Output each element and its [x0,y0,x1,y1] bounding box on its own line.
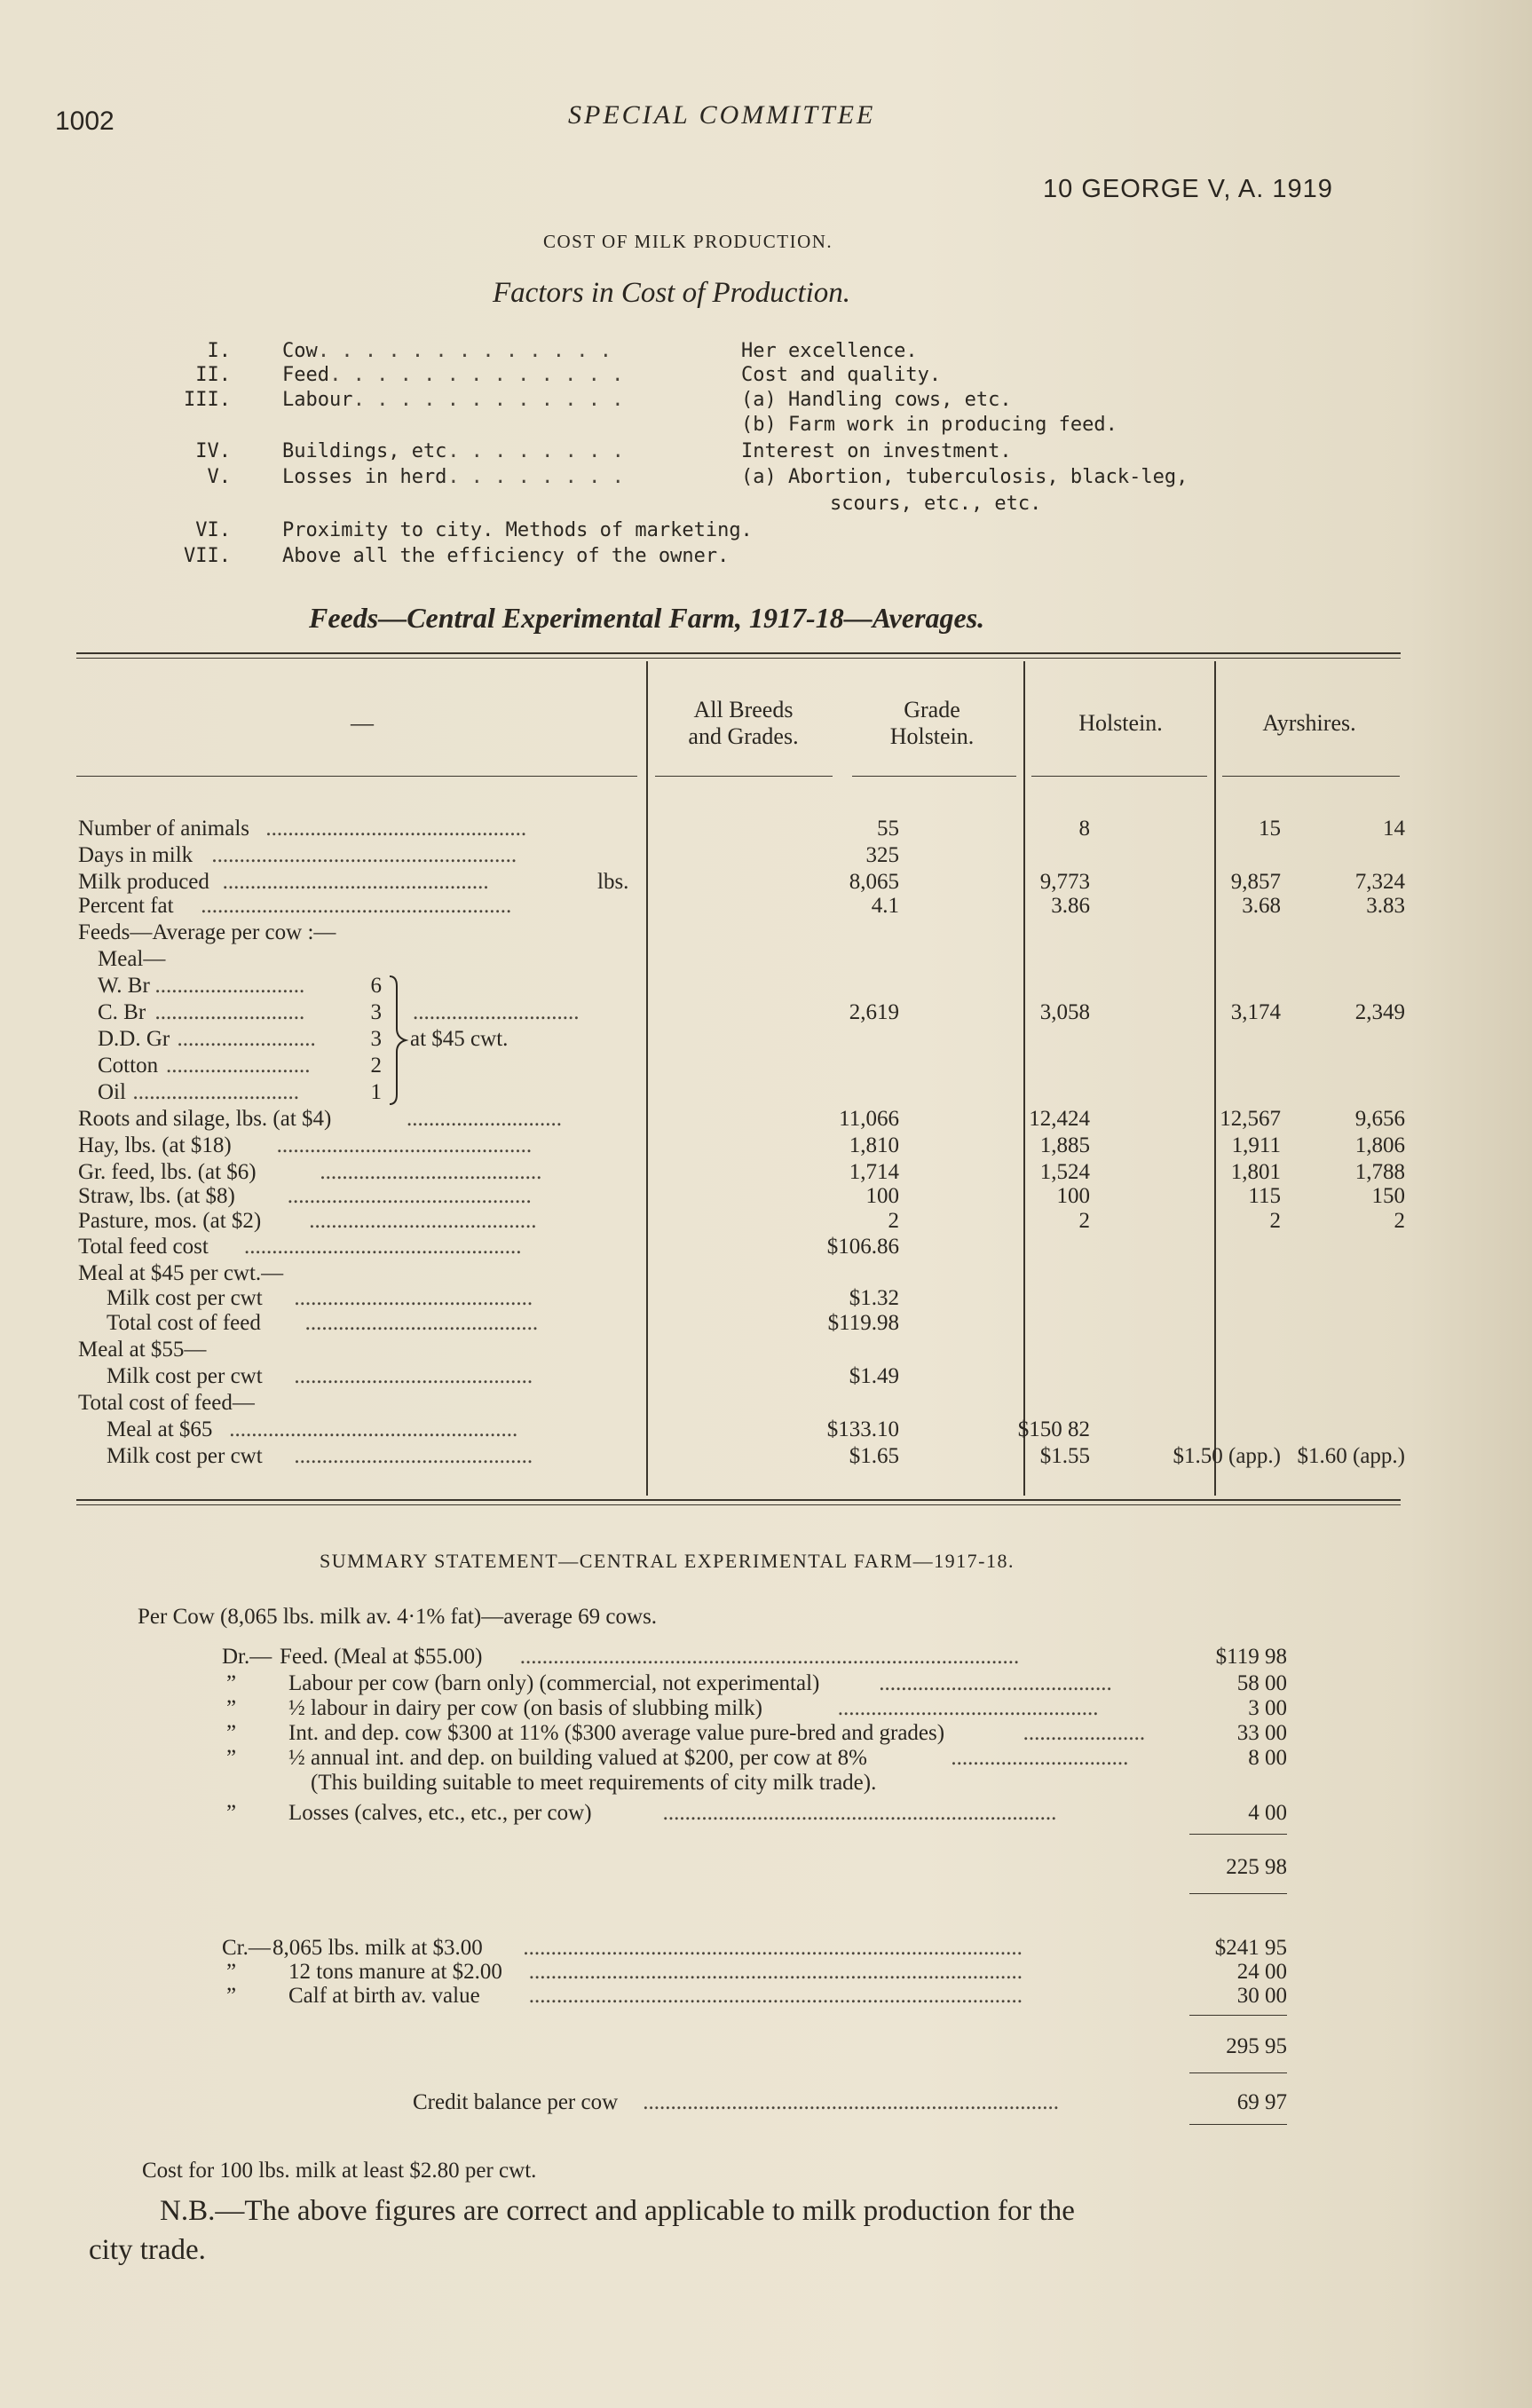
summary-leader: ............................................... [837,1696,1099,1720]
table-row [78,1417,1401,1444]
session-label: 10 GEORGE V, A. 1919 [1043,175,1333,203]
row-label: Milk produced [78,870,209,894]
factor-leader: . . . . . . . . . . . . . [317,340,612,362]
factor-number: II. [195,364,231,386]
row-leader: ............................................... [265,817,527,841]
header-rule-b [655,776,833,777]
table-row [78,843,1401,870]
table-row [78,1133,1405,1160]
factor-name: Cow [282,340,318,362]
credit-rule [1189,2015,1287,2016]
table-cell: 2 [1394,1209,1405,1233]
table-cell: 1,911 [1231,1133,1281,1157]
factor-name: Feed [282,364,329,386]
summary-amount: 3 00 [1248,1696,1287,1720]
factor-leader: . . . . . . . . [447,440,624,462]
table-cell: 100 [865,1184,899,1208]
row-leader: ................................................ [222,870,489,894]
factor-name: Losses in herd [282,466,447,488]
row-label: Total cost of feed [107,1311,261,1335]
col-header-grade-holstein [839,697,1025,750]
factor-description: Cost and quality. [741,364,942,386]
summary-label: 12 tons manure at $2.00 [288,1960,502,1984]
table-row [78,1160,1405,1187]
summary-prefix: ” [226,1671,237,1695]
balance-rule [1189,2124,1287,2125]
table-cell: 1,885 [1039,1133,1090,1157]
table-cell: 1,714 [849,1160,899,1184]
section-title: COST OF MILK PRODUCTION. [543,231,833,252]
summary-amount: 30 00 [1236,1984,1287,2008]
meal-values-row [78,1000,1405,1027]
row-leader: ........................................................ [201,894,512,918]
table-row [78,1311,1401,1338]
summary-prefix: ” [226,1984,237,2008]
row-label: Straw, lbs. (at $8) [78,1184,235,1208]
nb-note-line1: N.B.—The above figures are correct and applicable to milk production for the [160,2195,1075,2227]
summary-leader: ................................ [951,1746,1129,1770]
table-row [78,1391,1401,1417]
table-cell: 9,773 [1039,870,1090,894]
table-cell: 2,619 [849,1000,899,1024]
debit-total: 225 98 [1226,1855,1287,1879]
table-cell: 3.68 [1242,894,1281,918]
cost-note: Cost for 100 lbs. milk at least $2.80 per cwt. [142,2159,537,2183]
row-leader: ........................................... [294,1364,533,1388]
row-leader: ........................................ [320,1160,542,1184]
row-label: Milk cost per cwt [107,1364,263,1388]
summary-amount: 33 00 [1236,1721,1287,1745]
table-cell: $1.50 (app.) [1173,1444,1281,1468]
table-cell: 12,424 [1029,1107,1090,1131]
table-cell: 9,857 [1230,870,1281,894]
summary-leader: ......................................................................................... [528,1960,1023,1984]
summary-label: Losses (calves, etc., etc., per cow) [288,1801,592,1825]
row-leader: .................................................... [229,1417,518,1441]
summary-leader: ...................... [1023,1721,1146,1745]
table-cell: 150 [1371,1184,1405,1208]
row-leader: ............................................ [287,1184,532,1208]
table-bottom-rule-2 [76,1504,1401,1505]
table-row [78,894,1405,920]
row-label: Milk cost per cwt [107,1444,263,1468]
table-cell: 1,524 [1039,1160,1090,1184]
factor-number: VII. [184,545,231,567]
table-row [78,870,1405,896]
meal-item-leader: ........................... [154,974,305,998]
table-cell: 2 [1078,1209,1090,1233]
table-cell: 14 [1383,817,1405,841]
summary-leader: .......................................................................................... [519,1645,1020,1669]
summary-label: (This building suitable to meet requirements of city milk trade). [311,1771,877,1795]
row-label: Meal at $65 [107,1417,213,1441]
table-row [78,1286,1401,1313]
factor-name: Buildings, etc [282,440,447,462]
row-label: Days in milk [78,843,193,867]
table-cell: $1.32 [849,1286,899,1310]
col-header-ayrshires: Ayrshires. [1262,710,1356,736]
table-cell: 3,174 [1230,1000,1281,1024]
factor-description: (b) Farm work in producing feed. [741,414,1117,436]
row-label: Pasture, mos. (at $2) [78,1209,262,1233]
table-row [78,1107,1405,1133]
running-title: SPECIAL COMMITTEE [568,100,876,130]
row-leader: ............................ [407,1107,562,1131]
row-leader: ......................................... [309,1209,537,1233]
meal-item-leader: ........................... [154,1000,305,1024]
table-cell: 3.83 [1366,894,1405,918]
header-rule-d [1031,776,1207,777]
col-header-line1: Grade [904,697,960,722]
table-cell: $106.86 [826,1235,899,1259]
summary-amount: 58 00 [1236,1671,1287,1695]
factor-number: VI. [195,519,231,541]
table-row [78,1338,1401,1364]
subtotal-rule [1189,1834,1287,1835]
table-cell: 15 [1259,817,1281,841]
row-leader: .................................................. [244,1235,522,1259]
summary-label: Feed. (Meal at $55.00) [280,1645,483,1669]
table-cell: $119.98 [827,1311,899,1335]
meal-item-leader: ......................... [177,1027,316,1051]
factor-leader: . . . . . . . . [447,466,624,488]
row-label: Meal at $45 per cwt.— [78,1261,284,1285]
summary-leader: .......................................... [879,1671,1112,1695]
table-cell: $1.60 (app.) [1297,1444,1405,1468]
summary-amount: 24 00 [1236,1960,1287,1984]
meal-item-qty: 3 [370,1027,382,1051]
summary-leader: ......................................................................................... [528,1984,1023,2008]
meal-item-qty: 6 [370,974,382,998]
col-header-line1: All Breeds [693,697,794,722]
table-cell: 55 [877,817,899,841]
factor-name: Labour [282,389,353,411]
table-cell: 7,324 [1354,870,1405,894]
meal-item-name: W. Br [98,974,150,998]
summary-label: ½ labour in dairy per cow (on basis of slubbing milk) [288,1696,762,1720]
summary-label: ½ annual int. and dep. on building valued at $200, per cow at 8% [288,1746,867,1770]
table-top-rule [76,652,1401,654]
blank-header: — [351,710,374,736]
factor-leader: . . . . . . . . . . . . [352,389,624,411]
table-row [78,947,1401,974]
summary-leader: .......................................................................................... [523,1936,1023,1960]
row-label: Percent fat [78,894,174,918]
balance-amount: 69 97 [1236,2090,1287,2114]
row-label: Meal— [98,947,166,971]
table-cell: 325 [865,843,899,867]
table-top-rule-2 [76,658,1401,659]
table-row [78,1364,1401,1391]
factor-description: (a) Handling cows, etc. [741,389,1012,411]
table-cell: 8 [1078,817,1090,841]
factor-description: (a) Abortion, tuberculosis, black-leg, [741,466,1188,488]
table-cell: $1.55 [1039,1444,1090,1468]
summary-label: Int. and dep. cow $300 at 11% ($300 average value pure-bred and grades) [288,1721,945,1745]
table-cell: 2,349 [1354,1000,1405,1024]
summary-label: Labour per cow (barn only) (commercial, not experimental) [288,1671,820,1695]
row-label: Milk cost per cwt [107,1286,263,1310]
table-cell: $1.65 [849,1444,899,1468]
summary-amount: 4 00 [1248,1801,1287,1825]
credit-rule-bottom [1189,2072,1287,2073]
table-cell: $133.10 [826,1417,899,1441]
row-label: Feeds—Average per cow :— [78,920,336,944]
row-leader: ........................................... [294,1444,533,1468]
factor-number: I. [207,340,231,362]
page-number: 1002 [55,107,115,136]
row-label: Total feed cost [78,1235,209,1259]
meal-note: at $45 cwt. [410,1027,509,1051]
row-leader: .............................................. [276,1133,533,1157]
table-bottom-rule [76,1499,1401,1501]
col-header-all-breeds [648,697,839,750]
meal-item-name: C. Br [98,1000,146,1024]
summary-prefix: ” [226,1696,237,1720]
summary-prefix: Dr.— [222,1645,272,1669]
table-row [78,1261,1401,1288]
summary-label: 8,065 lbs. milk at $3.00 [272,1936,483,1960]
summary-prefix: ” [226,1801,237,1825]
meal-item-qty: 1 [370,1080,382,1104]
table-cell: 1,788 [1354,1160,1405,1184]
table-cell: 1,806 [1354,1133,1405,1157]
factor-description: Her excellence. [741,340,918,362]
table-cell: 115 [1248,1184,1281,1208]
meal-item-qty: 3 [370,1000,382,1024]
summary-title: SUMMARY STATEMENT—CENTRAL EXPERIMENTAL FARM—1917-18. [320,1550,1015,1572]
table-row [78,1235,1401,1261]
subtotal-rule-bottom [1189,1893,1287,1894]
factor-name: Proximity to city. Methods of marketing. [282,519,753,541]
nb-note-line2: city trade. [89,2234,206,2266]
table-cell: 3.86 [1051,894,1090,918]
factor-leader: . . . . . . . . . . . . . [329,364,624,386]
table-cell: 100 [1056,1184,1090,1208]
meal-brace [386,974,413,1107]
meal-item-name: D.D. Gr [98,1027,170,1051]
factor-number: IV. [195,440,231,462]
table-cell: 11,066 [839,1107,899,1131]
meal-item-leader: .............................. [132,1080,299,1104]
summary-prefix: Cr.— [222,1936,271,1960]
factor-description: scours, etc., etc. [830,493,1042,515]
table-row [78,920,1401,947]
summary-amount: $119 98 [1215,1645,1287,1669]
header-rule-c [852,776,1016,777]
meal-item-name: Cotton [98,1054,159,1078]
table-row [78,817,1405,843]
factor-number: V. [207,466,231,488]
factors-title: Factors in Cost of Production. [493,277,851,309]
table-row [78,1209,1405,1236]
table-cell: 1,810 [849,1133,899,1157]
summary-amount: 8 00 [1248,1746,1287,1770]
col-header-holstein: Holstein. [1078,710,1163,736]
row-leader: .......................................... [304,1311,539,1335]
row-label: Roots and silage, lbs. (at $4) [78,1107,332,1131]
table-cell: 1,801 [1230,1160,1281,1184]
row-label: Meal at $55— [78,1338,207,1362]
row-leader: ........................................... [294,1286,533,1310]
row-unit: lbs. [597,870,629,894]
balance-label: Credit balance per cow [413,2090,619,2114]
table-cell: 2 [1269,1209,1281,1233]
factor-description: Interest on investment. [741,440,1012,462]
summary-per-cow: Per Cow (8,065 lbs. milk av. 4·1% fat)—average 69 cows. [138,1605,658,1629]
header-rule-a [76,776,637,777]
factor-number: III. [184,389,231,411]
table-cell: 8,065 [849,870,899,894]
row-label: Total cost of feed— [78,1391,255,1415]
factor-name: Above all the efficiency of the owner. [282,545,730,567]
table-row [78,1184,1405,1211]
table-cell: 3,058 [1039,1000,1090,1024]
row-leader: ....................................................... [211,843,517,867]
credit-total: 295 95 [1226,2034,1287,2058]
row-label: Hay, lbs. (at $18) [78,1133,232,1157]
table-cell: $1.49 [849,1364,899,1388]
feeds-table-title: Feeds—Central Experimental Farm, 1917-18—Averages. [309,602,985,634]
summary-prefix: ” [226,1746,237,1770]
meal-item-leader: .......................... [166,1054,311,1078]
col-header-line2: Holstein. [889,723,975,749]
col-header-line2: and Grades. [688,723,799,749]
table-cell: 4.1 [871,894,899,918]
summary-label: Calf at birth av. value [288,1984,480,2008]
header-rule-e [1222,776,1400,777]
table-cell: 12,567 [1220,1107,1281,1131]
row-label: Number of animals [78,817,250,841]
summary-prefix: ” [226,1721,237,1745]
table-cell: $150 82 [1017,1417,1090,1441]
balance-leader: ........................................................................... [643,2090,1059,2114]
row-label: Gr. feed, lbs. (at $6) [78,1160,257,1184]
meal-leader: .............................. [413,1000,580,1024]
table-cell: 2 [888,1209,899,1233]
table-row [78,1444,1405,1471]
summary-leader: ....................................................................... [662,1801,1057,1825]
summary-amount: $241 95 [1214,1936,1287,1960]
summary-prefix: ” [226,1960,237,1984]
meal-item-qty: 2 [370,1054,382,1078]
table-cell: 9,656 [1354,1107,1405,1131]
meal-item-name: Oil [98,1080,126,1104]
